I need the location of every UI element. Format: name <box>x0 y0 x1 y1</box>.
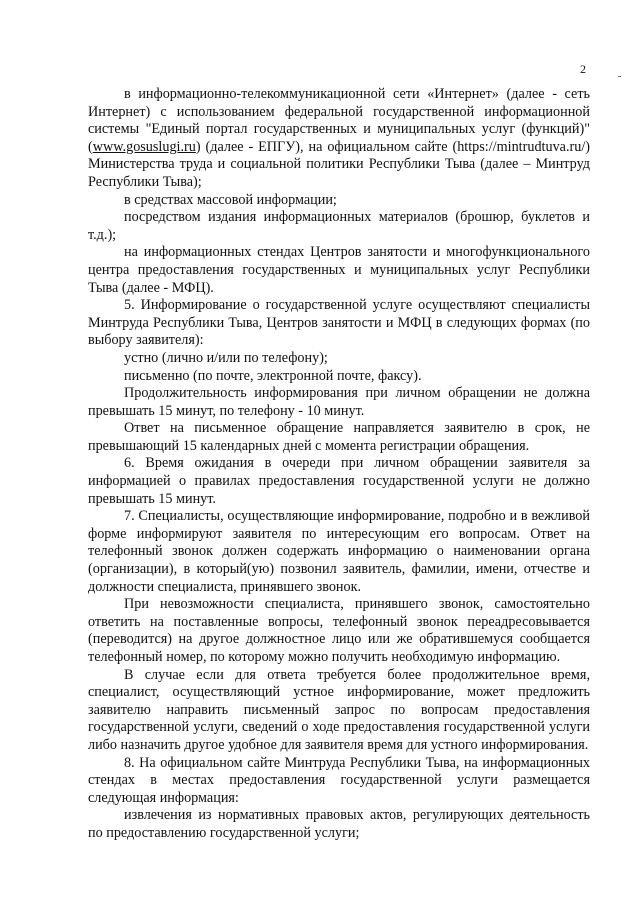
paragraph-extended-time: В случае если для ответа требуется более продолжительное время, специалист, осуществляющий устное информирование, может предложить заявителю направить письменный запрос по вопросам предоставления государственной услуги, сведений о ходе предоставления государственной услуги либо назначить другое удобное для заявителя время для устного информирования. <box>88 666 590 753</box>
scan-speck <box>618 76 621 77</box>
paragraph-info-stands: на информационных стендах Центров занятости и многофункционального центра предоставления государственных и муниципальных услуг Республики Тыва (далее - МФЦ). <box>88 244 590 296</box>
document-body <box>88 86 590 843</box>
paragraph-internet-info-text-after: ) (далее - ЕПГУ), на официальном сайте (https://mintrudtuva.ru/) Министерства труда и социальной политики Республики Тыва (далее – Минтруд Республики Тыва); <box>88 138 590 190</box>
paragraph-written: письменно (по почте, электронной почте, факсу). <box>124 367 422 384</box>
paragraph-item-5: 5. Информирование о государственной услуге осуществляют специалисты Минтруда Республики Тыва, Центров занятости и МФЦ в следующих формах (по выбору заявителя): <box>88 297 590 349</box>
paragraph-item-6: 6. Время ожидания в очереди при личном обращении заявителя за информацией о правилах предоставления государственной услуги не должно превышать 15 минут. <box>88 455 590 507</box>
paragraph-item-8: 8. На официальном сайте Минтруда Республики Тыва, на информационных стендах в местах предоставления государственной услуги размещается следующая информация: <box>88 754 590 806</box>
paragraph-duration: Продолжительность информирования при личном обращении не должна превышать 15 минут, по телефону - 10 минут. <box>88 385 590 419</box>
paragraph-item-7: 7. Специалисты, осуществляющие информирование, подробно и в вежливой форме информируют заявителя по интересующим его вопросам. Ответ на телефонный звонок должен содержать информацию о наименовании органа (организации), в который(ую) позвонил заявитель, фамилии, имени, отчестве и должности специалиста, принявшего звонок. <box>88 508 590 595</box>
paragraph-internet-info <box>88 86 590 192</box>
paragraph-brochures: посредством издания информационных материалов (брошюр, буклетов и т.д.); <box>88 209 590 243</box>
paragraph-written-response: Ответ на письменное обращение направляется заявителю в срок, не превышающий 15 календарных дней с момента регистрации обращения. <box>88 420 590 454</box>
paragraph-oral: устно (лично и/или по телефону); <box>124 349 328 366</box>
paragraph-internet-info-text: в информационно-телекоммуникационной сети «Интернет» (далее - сеть Интернет) с использованием федеральной государственной информационной системы "Единый портал государственных и муниципальных услуг (функций)" ( <box>88 86 590 155</box>
paragraph-legal-extracts: извлечения из нормативных правовых актов, регулирующих деятельность по предоставлению государственной услуги; <box>88 807 590 841</box>
page-number: 2 <box>580 62 586 76</box>
paragraph-media: в средствах массовой информации; <box>124 191 337 208</box>
paragraph-redirect: При невозможности специалиста, принявшего звонок, самостоятельно ответить на поставленные вопросы, телефонный звонок переадресовывается (переводится) на другое должностное лицо или же обратившемуся сообщается телефонный номер, по которому можно получить необходимую информацию. <box>88 596 590 665</box>
gosuslugi-link[interactable]: www.gosuslugi.ru <box>92 138 196 155</box>
